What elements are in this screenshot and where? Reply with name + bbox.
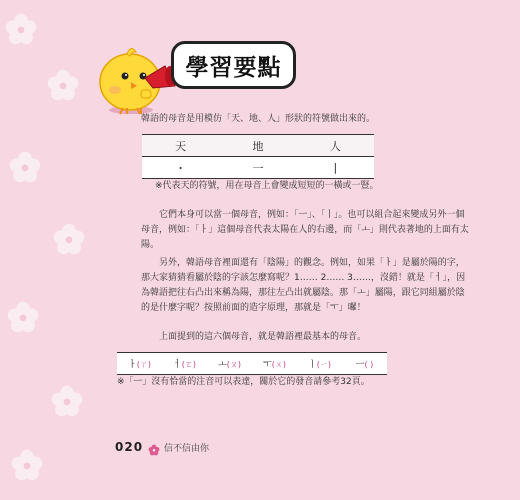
vowel-item xyxy=(162,352,207,375)
vowel-letter: ㅡ xyxy=(355,360,365,370)
vowel-letter: ㅗ xyxy=(218,360,227,370)
tian-di-ren-table xyxy=(142,134,374,179)
page-content xyxy=(97,0,520,500)
vowel-zhuyin: ( ) xyxy=(364,360,374,369)
page-title: 學習要點 xyxy=(171,41,296,89)
vowel-zhuyin: (ㄧ) xyxy=(316,360,331,369)
note-text: ※「ㅡ」沒有恰當的注音可以表達，關於它的發音請參考32頁。 xyxy=(117,377,370,387)
page-number: 020 xyxy=(115,440,144,454)
table-cell: | xyxy=(297,157,374,179)
vowel-zhuyin: (ㄚ) xyxy=(136,360,151,369)
vowel-item xyxy=(117,352,162,375)
vowel-zhuyin: (ㄨ) xyxy=(271,360,286,369)
vowel-item xyxy=(252,352,297,375)
vowel-item xyxy=(297,352,342,375)
table-cell: ・ xyxy=(142,157,219,179)
table-cell: 人 xyxy=(297,135,374,157)
table-cell: 地 xyxy=(219,135,296,157)
vowel-zhuyin: (ㄡ) xyxy=(226,360,241,369)
chick-mascot-icon xyxy=(97,38,177,116)
vowel-zhuyin: (ㄛ) xyxy=(181,360,196,369)
table-cell: 天 xyxy=(142,135,219,157)
vowel-letter: ㅏ xyxy=(128,360,137,370)
vowel-item xyxy=(342,352,387,375)
table-cell: 一 xyxy=(219,157,296,179)
flower-icon xyxy=(148,441,160,453)
basic-vowels-strip xyxy=(117,352,387,375)
paragraph: 另外，韓語母音裡面還有「陰陽」的觀念。例如，如果「ㅏ」是屬於陽的字，那大家猜猜看屬於陰的字該怎麼寫呢？1…… 2…… 3……，沒錯！就是「ㅓ」，因為韓語把往右凸出來稱為陽，那往左凸出就屬陰。那「ㅗ」屬陽，跟它同組屬於陰的是什麼字呢？按照前面的造字原理，那就是「ㅜ」囉！ xyxy=(141,258,466,313)
intro-text: 韓語的母音是用模仿「天、地、人」形狀的符號做出來的。 xyxy=(141,114,376,124)
note-text: ※代表天的符號，用在母音上會變成短短的一橫或一豎。 xyxy=(155,181,379,191)
flower-pattern xyxy=(0,0,92,500)
paragraph: 上面提到的這六個母音，就是韓語裡最基本的母音。 xyxy=(159,332,367,342)
vowel-letter: ㅓ xyxy=(173,360,182,370)
vowel-letter: ㅜ xyxy=(263,360,272,370)
vowel-letter: ㅣ xyxy=(308,360,317,370)
book-title: 信不信由你 xyxy=(164,444,210,454)
vowel-item xyxy=(207,352,252,375)
paragraph: 它們本身可以當一個母音，例如：「ㅡ」、「ㅣ」。也可以組合起來變成另外一個母音，例如：「ㅏ」這個母音代表太陽在人的右邊，而「ㅗ」則代表著地的上面有太陽。 xyxy=(141,210,469,250)
